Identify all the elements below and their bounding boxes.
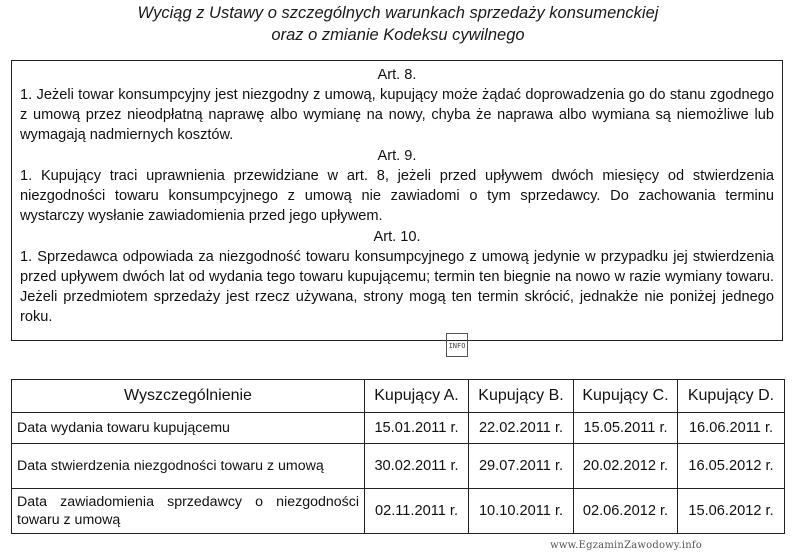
title-line-1: Wyciąg z Ustawy o szczególnych warunkach sprzedaży konsumenckiej bbox=[137, 4, 659, 22]
article-9-text: 1. Kupujący traci uprawnienia przewidziane w art. 8, jeżeli przed upływem dwóch miesięcy od stwierdzenia niezgodności towaru konsumpcyjnego z umową nie zawiadomi o tym sprzedawcy. Do zachowania terminu wystarczy wysłanie zawiadomienia przed jego upływem. bbox=[20, 168, 774, 224]
table-header-cell: Kupujący B. bbox=[469, 380, 574, 413]
article-10-text: 1. Sprzedawca odpowiada za niezgodność towaru konsumpcyjnego z umową jedynie w przypadku jej stwierdzenia przed upływem dwóch lat od wydania tego towaru kupującemu; termin ten biegnie na nowo w razie wymiany towaru. Jeżeli przedmiotem sprzedaży jest rzecz używana, strony mogą ten termin skrócić, jednakże nie poniżej jednego roku. bbox=[20, 249, 774, 325]
table-header-cell: Kupujący D. bbox=[678, 380, 785, 413]
table-row-label: Data wydania towaru kupującemu bbox=[12, 413, 365, 444]
table-cell: 10.10.2011 r. bbox=[469, 489, 574, 534]
table-cell: 15.01.2011 r. bbox=[365, 413, 469, 444]
articles-box bbox=[11, 60, 783, 341]
table-header-cell: Kupujący A. bbox=[365, 380, 469, 413]
article-8-number: Art. 8. bbox=[377, 67, 417, 83]
stamp-label: INFO bbox=[448, 342, 466, 350]
table-cell: 16.05.2012 r. bbox=[678, 444, 785, 489]
table-cell: 16.06.2011 r. bbox=[678, 413, 785, 444]
document-title bbox=[0, 2, 796, 46]
article-9-number: Art. 9. bbox=[377, 148, 417, 164]
table-header-cell: Wyszczególnienie bbox=[12, 380, 365, 413]
article-10-number: Art. 10. bbox=[373, 229, 421, 245]
title-line-2: oraz o zmianie Kodeksu cywilnego bbox=[271, 26, 525, 44]
table-row bbox=[12, 413, 785, 444]
table-cell: 20.02.2012 r. bbox=[574, 444, 678, 489]
table-cell: 29.07.2011 r. bbox=[469, 444, 574, 489]
table-cell: 30.02.2011 r. bbox=[365, 444, 469, 489]
table-row bbox=[12, 444, 785, 489]
table-cell: 15.06.2012 r. bbox=[678, 489, 785, 534]
table-cell: 22.02.2011 r. bbox=[469, 413, 574, 444]
buyers-table bbox=[11, 379, 785, 534]
table-cell: 02.11.2011 r. bbox=[365, 489, 469, 534]
table-row-label: Data zawiadomienia sprzedawcy o niezgodności towaru z umową bbox=[12, 489, 365, 534]
table-cell: 15.05.2011 r. bbox=[574, 413, 678, 444]
table-row bbox=[12, 489, 785, 534]
table-header-row bbox=[12, 380, 785, 413]
table-header-cell: Kupujący C. bbox=[574, 380, 678, 413]
table-row-label: Data stwierdzenia niezgodności towaru z umową bbox=[12, 444, 365, 489]
info-stamp-icon bbox=[446, 333, 468, 357]
watermark-text: www.EgzaminZawodowy.info bbox=[550, 540, 702, 551]
table-cell: 02.06.2012 r. bbox=[574, 489, 678, 534]
article-8-text: 1. Jeżeli towar konsumpcyjny jest niezgodny z umową, kupujący może żądać doprowadzenia go do stanu zgodnego z umową przez nieodpłatną naprawę albo wymianę na nowy, chyba że naprawa albo wymiana są niemożliwe lub wymagają nadmiernych kosztów. bbox=[20, 87, 774, 143]
